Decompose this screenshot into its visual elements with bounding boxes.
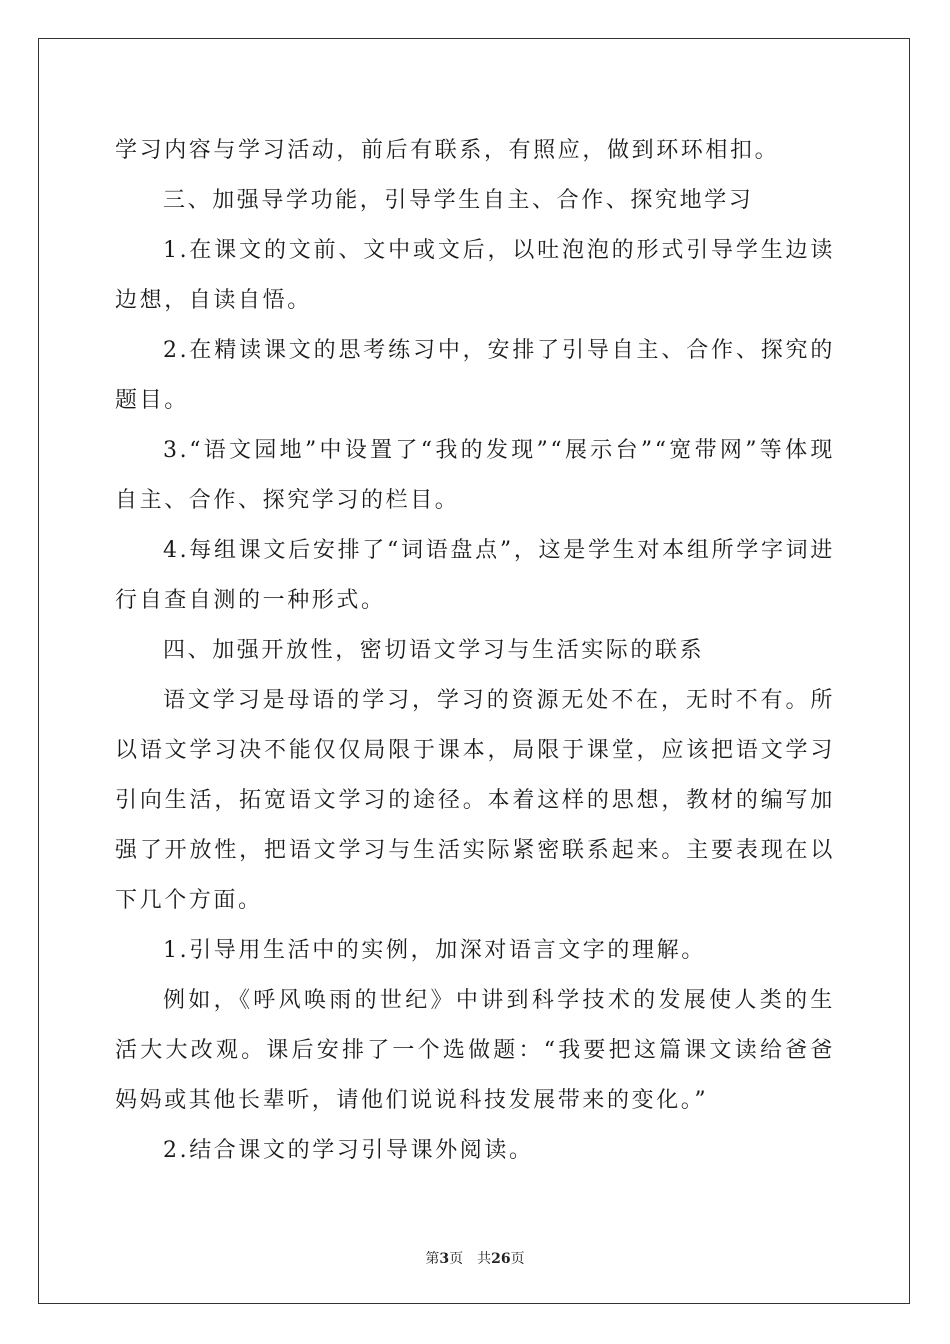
paragraph-8: 1.引导用生活中的实例，加深对语言文字的理解。 — [163, 938, 706, 963]
page-suffix: 页 — [449, 1251, 464, 1267]
page-number: 3 — [439, 1251, 450, 1267]
page-prefix: 第 — [425, 1251, 440, 1267]
document-body — [115, 126, 835, 1176]
paragraph-4: 3.“语文园地”中设置了“我的发现”“展示台”“宽带网”等体现自主、合作、探究学习的栏目。 — [115, 438, 835, 513]
paragraph-3: 2.在精读课文的思考练习中，安排了引导自主、合作、探究的题目。 — [115, 338, 835, 413]
paragraph-9: 例如，《呼风唤雨的世纪》中讲到科学技术的发展使人类的生活大大改观。课后安排了一个选做题：“我要把这篇课文读给爸爸妈妈或其他长辈听，请他们说说科技发展带来的变化。” — [115, 988, 835, 1113]
paragraph-6: 四、加强开放性，密切语文学习与生活实际的联系 — [163, 638, 705, 663]
paragraph-7: 语文学习是母语的学习，学习的资源无处不在，无时不有。所以语文学习决不能仅仅局限于课本，局限于课堂，应该把语文学习引向生活，拓宽语文学习的途径。本着这样的思想，教材的编写加强了开放性，把语文学习与生活实际紧密联系起来。主要表现在以下几个方面。 — [115, 688, 835, 913]
paragraph-5: 4.每组课文后安排了“词语盘点”，这是学生对本组所学字词进行自查自测的一种形式。 — [115, 538, 835, 613]
paragraph-0: 学习内容与学习活动，前后有联系，有照应，做到环环相扣。 — [115, 138, 780, 163]
page-footer — [0, 1248, 950, 1268]
paragraph-2: 1.在课文的文前、文中或文后，以吐泡泡的形式引导学生边读边想，自读自悟。 — [115, 238, 835, 313]
paragraph-1: 三、加强导学功能，引导学生自主、合作、探究地学习 — [163, 188, 754, 213]
total-prefix: 共 — [477, 1251, 492, 1267]
paragraph-10: 2.结合课文的学习引导课外阅读。 — [163, 1138, 534, 1163]
total-suffix: 页 — [510, 1251, 525, 1267]
total-pages: 26 — [491, 1251, 511, 1267]
